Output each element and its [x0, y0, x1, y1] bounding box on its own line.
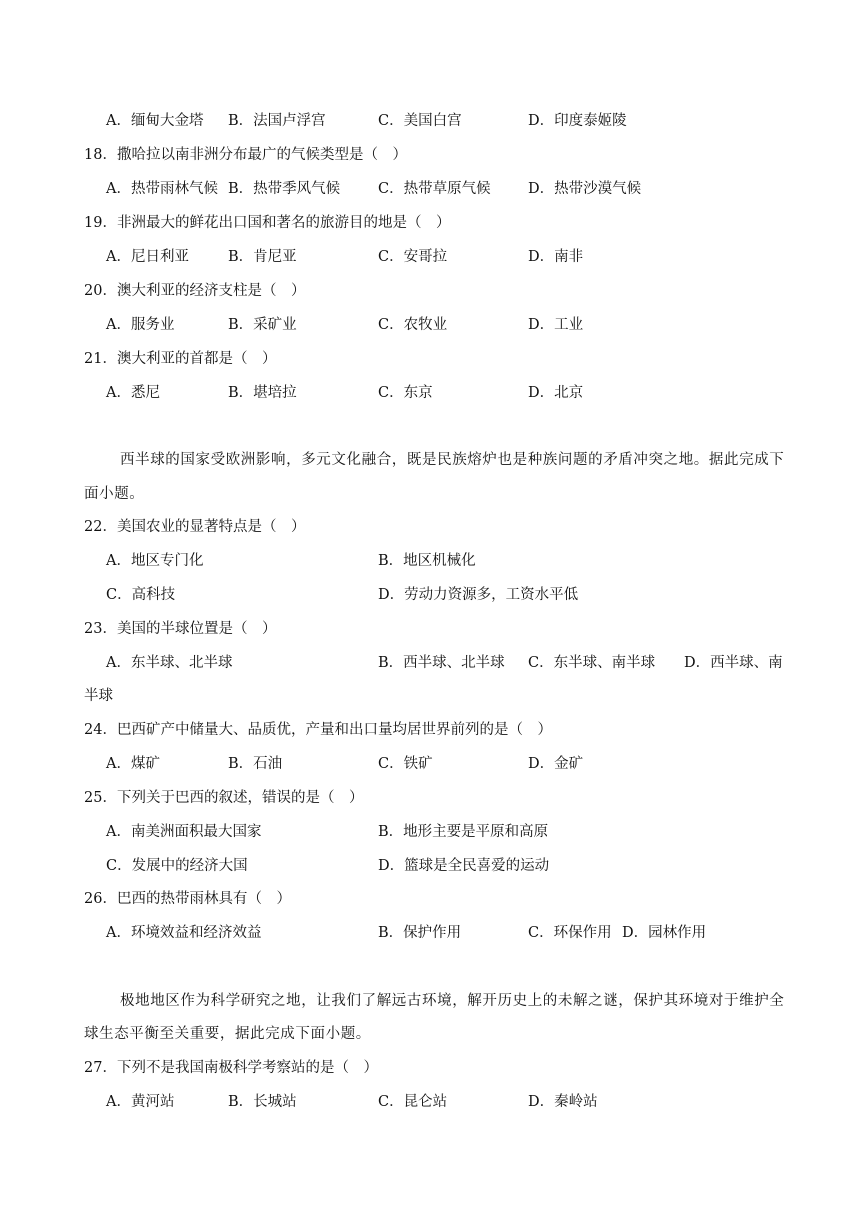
q21-option-d: D．北京 [528, 385, 584, 401]
q23-option-d: D．西半球、南 [684, 655, 783, 671]
q24-option-a: A．煤矿 [106, 756, 160, 772]
q19-option-b: B．肯尼亚 [228, 249, 297, 265]
q22-option-b: B．地区机械化 [378, 553, 476, 569]
q19-option-d: D．南非 [528, 249, 584, 265]
passage2-line1: 极地地区作为科学研究之地，让我们了解远古环境，解开历史上的未解之谜，保护其环境对于维护全 [120, 993, 785, 1009]
q21-option-b: B．堪培拉 [228, 385, 297, 401]
q26-option-c: C．环保作用 [528, 925, 612, 941]
q24-option-b: B．石油 [228, 756, 283, 772]
q24-option-d: D．金矿 [528, 756, 584, 772]
q26-stem: 26．巴西的热带雨林具有（ ） [84, 891, 291, 907]
passage1-line1: 西半球的国家受欧洲影响，多元文化融合，既是民族熔炉也是种族问题的矛盾冲突之地。据此完成下 [120, 452, 785, 468]
q23-option-c: C．东半球、南半球 [528, 655, 656, 671]
q27-stem: 27．下列不是我国南极科学考察站的是（ ） [84, 1060, 378, 1076]
q18-option-c: C．热带草原气候 [378, 181, 491, 197]
q25-option-c: C．发展中的经济大国 [106, 858, 248, 874]
q21-option-c: C．东京 [378, 385, 433, 401]
q17-option-a: A．缅甸大金塔 [106, 113, 204, 129]
q17-option-c: C．美国白宫 [378, 113, 462, 129]
q24-option-c: C．铁矿 [378, 756, 433, 772]
q25-stem: 25．下列关于巴西的叙述，错误的是（ ） [84, 790, 364, 806]
q25-option-d: D．篮球是全民喜爱的运动 [378, 858, 550, 874]
q20-option-c: C．农牧业 [378, 317, 448, 333]
q21-stem: 21．澳大利亚的首都是（ ） [84, 351, 277, 367]
q27-option-d: D．秦岭站 [528, 1094, 598, 1110]
q26-option-d: D．园林作用 [622, 925, 707, 941]
q20-stem: 20．澳大利亚的经济支柱是（ ） [84, 283, 306, 299]
q20-option-b: B．采矿业 [228, 317, 297, 333]
q27-option-b: B．长城站 [228, 1094, 297, 1110]
q24-stem: 24．巴西矿产中储量大、品质优，产量和出口量均居世界前列的是（ ） [84, 722, 552, 738]
q27-option-a: A．黄河站 [106, 1094, 175, 1110]
q23-option-d-wrap: 半球 [84, 688, 113, 704]
q22-option-d: D．劳动力资源多，工资水平低 [378, 587, 579, 603]
q22-option-c: C．高科技 [106, 587, 176, 603]
q17-option-b: B．法国卢浮宫 [228, 113, 326, 129]
q19-stem: 19．非洲最大的鲜花出口国和著名的旅游目的地是（ ） [84, 215, 451, 231]
q27-option-c: C．昆仑站 [378, 1094, 448, 1110]
q18-stem: 18．撒哈拉以南非洲分布最广的气候类型是（ ） [84, 147, 407, 163]
q23-stem: 23．美国的半球位置是（ ） [84, 621, 277, 637]
q23-option-b: B．西半球、北半球 [378, 655, 505, 671]
q25-option-a: A．南美洲面积最大国家 [106, 824, 262, 840]
q18-option-a: A．热带雨林气候 [106, 181, 218, 197]
q17-option-d: D．印度泰姬陵 [528, 113, 627, 129]
q26-option-b: B．保护作用 [378, 925, 462, 941]
q23-option-a: A．东半球、北半球 [106, 655, 233, 671]
q18-option-b: B．热带季风气候 [228, 181, 341, 197]
q19-option-c: C．安哥拉 [378, 249, 448, 265]
q21-option-a: A．悉尼 [106, 385, 160, 401]
q18-option-d: D．热带沙漠气候 [528, 181, 642, 197]
q22-option-a: A．地区专门化 [106, 553, 204, 569]
passage2-line2: 球生态平衡至关重要，据此完成下面小题。 [84, 1026, 371, 1042]
q22-stem: 22．美国农业的显著特点是（ ） [84, 519, 306, 535]
passage1-line2: 面小题。 [84, 486, 145, 502]
q26-option-a: A．环境效益和经济效益 [106, 925, 262, 941]
q25-option-b: B．地形主要是平原和高原 [378, 824, 549, 840]
q20-option-a: A．服务业 [106, 317, 175, 333]
q19-option-a: A．尼日利亚 [106, 249, 189, 265]
q20-option-d: D．工业 [528, 317, 584, 333]
